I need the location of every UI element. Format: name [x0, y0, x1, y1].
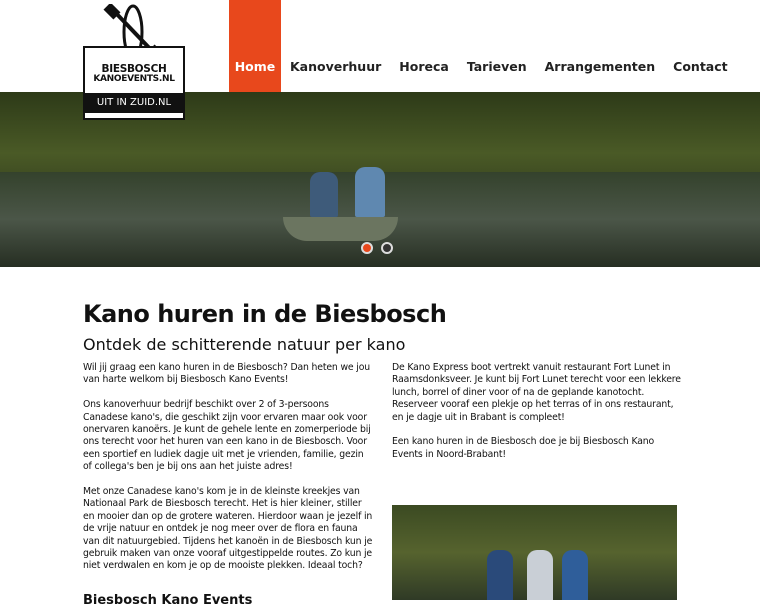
nav-arrangementen[interactable]: Arrangementen [544, 59, 656, 74]
nav-horeca[interactable]: Horeca [399, 59, 449, 74]
paragraph: Wil jij graag een kano huren in de Biesbosch? Dan heten we jou van harte welkom bij Biesbosch Kano Events! [83, 362, 371, 386]
nav-home[interactable]: Home [229, 0, 281, 92]
paragraph: Een kano huren in de Biesbosch doe je bij Biesbosch Kano Events in Noord-Brabant! [392, 436, 655, 460]
photo-person [527, 550, 553, 600]
logo-line2: KANOEVENTS.NL [93, 74, 175, 84]
paragraph: De Kano Express boot vertrekt vanuit restaurant Fort Lunet in Raamsdonksveer. Je kunt bij Fort Lunet terecht voor een lekkere lunch, borrel of diner voor of na de geplande kanotocht. Reserveer vooraf een plekje op het terras of in ons restaurant, en je dagje uit in Brabant is compleet! [392, 362, 681, 423]
section-heading: Biesbosch Kano Events [83, 593, 253, 608]
header [0, 0, 760, 108]
logo-line1: BIESBOSCH [101, 63, 167, 75]
main-nav [229, 0, 737, 92]
page-subtitle: Ontdek de schitterende natuur per kano [83, 335, 406, 354]
page-title: Kano huren in de Biesbosch [83, 300, 447, 328]
nav-contact[interactable]: Contact [673, 59, 728, 74]
hero-canoe [283, 217, 398, 241]
canoe-photo [392, 505, 677, 600]
paragraph: Met onze Canadese kano's kom je in de kleinste kreekjes van Nationaal Park de Biesbosch terecht. Het is hier kleiner, stiller en mooier dan op de grotere wateren. Hierdoor waan je jezelf in de vrije natuur en ontdek je nog meer over de flora en fauna van dit natuurgebied. Tijdens het kanoën in de Biesbosch kun je gebruik maken van onze vooraf uitgestippelde routes. Zo kun je niet verdwalen en kom je op de mooiste plekken. Ideaal toch? [83, 486, 373, 572]
photo-person [562, 550, 588, 600]
nav-kanoverhuur[interactable]: Kanoverhuur [290, 59, 382, 74]
hero-paddler [310, 172, 338, 217]
slider-dot-2[interactable] [381, 242, 393, 254]
slider-dot-1[interactable] [361, 242, 373, 254]
nav-tarieven[interactable]: Tarieven [466, 59, 527, 74]
slider-dots [361, 242, 393, 254]
right-column [392, 362, 682, 474]
left-column [83, 362, 373, 585]
logo-bar: UIT IN ZUID.NL [85, 93, 183, 113]
logo-text [83, 64, 185, 84]
photo-person [487, 550, 513, 600]
logo[interactable] [83, 4, 185, 120]
hero-paddler [355, 167, 385, 217]
paragraph: Ons kanoverhuur bedrijf beschikt over 2 of 3-persoons Canadese kano's, die geschikt zijn voor ervaren maar ook voor onervaren kanoërs. Je kunt de gehele lente en zomerperiode bij ons terecht voor het huren van een kano in de Biesbosch. Voor een sportief en ludiek dagje uit met je vrienden, familie, gezin of collega's ben je bij ons aan het juiste adres! [83, 399, 371, 473]
